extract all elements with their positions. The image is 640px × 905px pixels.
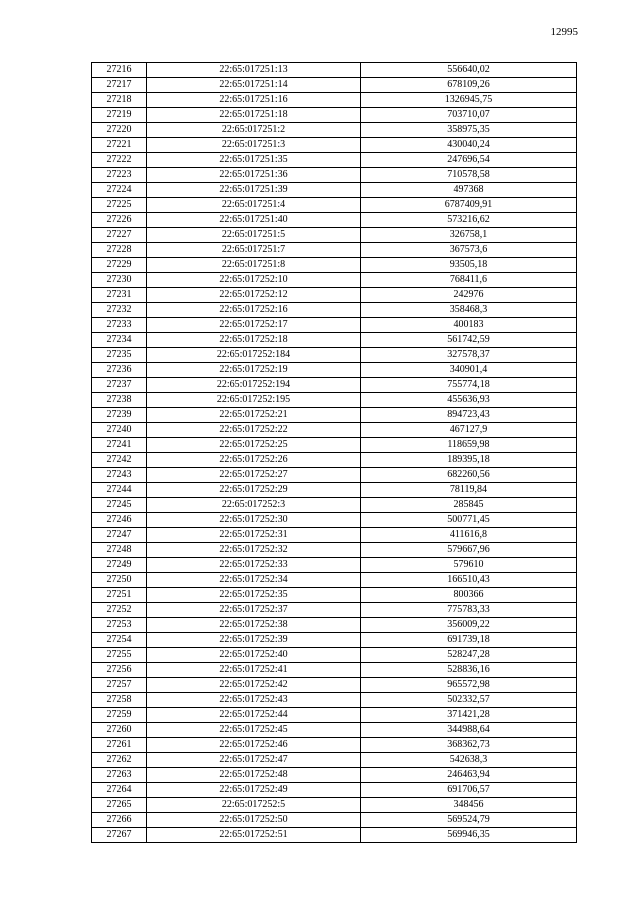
cadastral-value-cell: 579610 xyxy=(361,558,577,573)
row-number-cell: 27259 xyxy=(92,708,147,723)
row-number-cell: 27221 xyxy=(92,138,147,153)
cadastral-value-cell: 285845 xyxy=(361,498,577,513)
table-row xyxy=(92,183,577,198)
cadastral-value-cell: 573216,62 xyxy=(361,213,577,228)
row-number-cell: 27250 xyxy=(92,573,147,588)
table-row xyxy=(92,678,577,693)
row-number-cell: 27220 xyxy=(92,123,147,138)
row-number-cell: 27246 xyxy=(92,513,147,528)
table-row xyxy=(92,513,577,528)
row-number-cell: 27226 xyxy=(92,213,147,228)
cadastral-number-cell: 22:65:017251:2 xyxy=(147,123,361,138)
cadastral-value-cell: 368362,73 xyxy=(361,738,577,753)
cadastral-value-cell: 430040,24 xyxy=(361,138,577,153)
cadastral-number-cell: 22:65:017251:8 xyxy=(147,258,361,273)
cadastral-number-cell: 22:65:017252:26 xyxy=(147,453,361,468)
cadastral-number-cell: 22:65:017252:21 xyxy=(147,408,361,423)
table-row xyxy=(92,498,577,513)
table-row xyxy=(92,243,577,258)
row-number-cell: 27260 xyxy=(92,723,147,738)
cadastral-value-cell: 247696,54 xyxy=(361,153,577,168)
cadastral-number-cell: 22:65:017252:18 xyxy=(147,333,361,348)
cadastral-value-cell: 497368 xyxy=(361,183,577,198)
cadastral-value-cell: 691706,57 xyxy=(361,783,577,798)
cadastral-value-cell: 528247,28 xyxy=(361,648,577,663)
cadastral-number-cell: 22:65:017252:10 xyxy=(147,273,361,288)
row-number-cell: 27232 xyxy=(92,303,147,318)
row-number-cell: 27248 xyxy=(92,543,147,558)
cadastral-value-cell: 367573,6 xyxy=(361,243,577,258)
cadastral-number-cell: 22:65:017251:7 xyxy=(147,243,361,258)
row-number-cell: 27237 xyxy=(92,378,147,393)
row-number-cell: 27233 xyxy=(92,318,147,333)
table-row xyxy=(92,453,577,468)
row-number-cell: 27229 xyxy=(92,258,147,273)
row-number-cell: 27225 xyxy=(92,198,147,213)
cadastral-value-cell: 455636,93 xyxy=(361,393,577,408)
cadastral-number-cell: 22:65:017252:37 xyxy=(147,603,361,618)
table-row xyxy=(92,738,577,753)
table-row xyxy=(92,258,577,273)
cadastral-value-cell: 710578,58 xyxy=(361,168,577,183)
table-row xyxy=(92,753,577,768)
cadastral-number-cell: 22:65:017252:3 xyxy=(147,498,361,513)
cadastral-value-cell: 502332,57 xyxy=(361,693,577,708)
cadastral-number-cell: 22:65:017252:19 xyxy=(147,363,361,378)
row-number-cell: 27262 xyxy=(92,753,147,768)
table-row xyxy=(92,273,577,288)
cadastral-number-cell: 22:65:017252:16 xyxy=(147,303,361,318)
cadastral-number-cell: 22:65:017251:13 xyxy=(147,63,361,78)
cadastral-number-cell: 22:65:017252:29 xyxy=(147,483,361,498)
row-number-cell: 27228 xyxy=(92,243,147,258)
row-number-cell: 27224 xyxy=(92,183,147,198)
cadastral-number-cell: 22:65:017252:5 xyxy=(147,798,361,813)
cadastral-number-cell: 22:65:017252:27 xyxy=(147,468,361,483)
row-number-cell: 27244 xyxy=(92,483,147,498)
cadastral-value-cell: 894723,43 xyxy=(361,408,577,423)
cadastral-value-cell: 327578,37 xyxy=(361,348,577,363)
cadastral-value-cell: 411616,8 xyxy=(361,528,577,543)
table-row xyxy=(92,693,577,708)
table-row xyxy=(92,123,577,138)
table-row xyxy=(92,783,577,798)
table-row xyxy=(92,603,577,618)
table-row xyxy=(92,423,577,438)
row-number-cell: 27261 xyxy=(92,738,147,753)
table-row xyxy=(92,198,577,213)
cadastral-value-cell: 775783,33 xyxy=(361,603,577,618)
cadastral-number-cell: 22:65:017252:194 xyxy=(147,378,361,393)
row-number-cell: 27257 xyxy=(92,678,147,693)
row-number-cell: 27227 xyxy=(92,228,147,243)
row-number-cell: 27258 xyxy=(92,693,147,708)
cadastral-number-cell: 22:65:017251:35 xyxy=(147,153,361,168)
cadastral-value-cell: 755774,18 xyxy=(361,378,577,393)
cadastral-value-cell: 965572,98 xyxy=(361,678,577,693)
cadastral-value-cell: 556640,02 xyxy=(361,63,577,78)
row-number-cell: 27217 xyxy=(92,78,147,93)
table-row xyxy=(92,618,577,633)
row-number-cell: 27253 xyxy=(92,618,147,633)
cadastral-number-cell: 22:65:017252:48 xyxy=(147,768,361,783)
cadastral-number-cell: 22:65:017252:30 xyxy=(147,513,361,528)
table-row xyxy=(92,588,577,603)
cadastral-number-cell: 22:65:017252:49 xyxy=(147,783,361,798)
cadastral-number-cell: 22:65:017252:31 xyxy=(147,528,361,543)
cadastral-value-cell: 118659,98 xyxy=(361,438,577,453)
cadastral-number-cell: 22:65:017252:35 xyxy=(147,588,361,603)
row-number-cell: 27245 xyxy=(92,498,147,513)
cadastral-value-cell: 242976 xyxy=(361,288,577,303)
row-number-cell: 27242 xyxy=(92,453,147,468)
table-row xyxy=(92,768,577,783)
cadastral-number-cell: 22:65:017252:45 xyxy=(147,723,361,738)
cadastral-number-cell: 22:65:017252:32 xyxy=(147,543,361,558)
row-number-cell: 27236 xyxy=(92,363,147,378)
table-row xyxy=(92,558,577,573)
cadastral-number-cell: 22:65:017252:38 xyxy=(147,618,361,633)
row-number-cell: 27234 xyxy=(92,333,147,348)
table-row xyxy=(92,663,577,678)
cadastral-number-cell: 22:65:017252:42 xyxy=(147,678,361,693)
table-row xyxy=(92,723,577,738)
cadastral-value-table xyxy=(91,62,577,843)
row-number-cell: 27249 xyxy=(92,558,147,573)
cadastral-number-cell: 22:65:017251:3 xyxy=(147,138,361,153)
row-number-cell: 27240 xyxy=(92,423,147,438)
table-row xyxy=(92,648,577,663)
cadastral-value-cell: 542638,3 xyxy=(361,753,577,768)
cadastral-value-cell: 166510,43 xyxy=(361,573,577,588)
row-number-cell: 27241 xyxy=(92,438,147,453)
row-number-cell: 27265 xyxy=(92,798,147,813)
cadastral-value-cell: 400183 xyxy=(361,318,577,333)
table-row xyxy=(92,573,577,588)
cadastral-value-cell: 371421,28 xyxy=(361,708,577,723)
table-row xyxy=(92,378,577,393)
cadastral-number-cell: 22:65:017251:36 xyxy=(147,168,361,183)
table-row xyxy=(92,468,577,483)
table-row xyxy=(92,78,577,93)
row-number-cell: 27235 xyxy=(92,348,147,363)
cadastral-value-cell: 246463,94 xyxy=(361,768,577,783)
cadastral-value-cell: 467127,9 xyxy=(361,423,577,438)
row-number-cell: 27266 xyxy=(92,813,147,828)
table-row xyxy=(92,108,577,123)
cadastral-value-cell: 326758,1 xyxy=(361,228,577,243)
cadastral-value-cell: 78119,84 xyxy=(361,483,577,498)
table-body xyxy=(92,63,577,843)
table-row xyxy=(92,438,577,453)
table-row xyxy=(92,708,577,723)
table-row xyxy=(92,333,577,348)
cadastral-number-cell: 22:65:017252:33 xyxy=(147,558,361,573)
table-row xyxy=(92,828,577,843)
table-row xyxy=(92,348,577,363)
cadastral-number-cell: 22:65:017252:40 xyxy=(147,648,361,663)
cadastral-number-cell: 22:65:017252:41 xyxy=(147,663,361,678)
row-number-cell: 27223 xyxy=(92,168,147,183)
cadastral-number-cell: 22:65:017252:25 xyxy=(147,438,361,453)
cadastral-number-cell: 22:65:017252:12 xyxy=(147,288,361,303)
row-number-cell: 27231 xyxy=(92,288,147,303)
cadastral-value-cell: 579667,96 xyxy=(361,543,577,558)
table-row xyxy=(92,63,577,78)
cadastral-number-cell: 22:65:017252:34 xyxy=(147,573,361,588)
cadastral-number-cell: 22:65:017252:50 xyxy=(147,813,361,828)
cadastral-value-cell: 569524,79 xyxy=(361,813,577,828)
table-row xyxy=(92,153,577,168)
cadastral-value-cell: 500771,45 xyxy=(361,513,577,528)
table-row xyxy=(92,633,577,648)
cadastral-value-cell: 358975,35 xyxy=(361,123,577,138)
row-number-cell: 27230 xyxy=(92,273,147,288)
cadastral-number-cell: 22:65:017252:46 xyxy=(147,738,361,753)
cadastral-value-cell: 358468,3 xyxy=(361,303,577,318)
table-row xyxy=(92,288,577,303)
cadastral-number-cell: 22:65:017251:39 xyxy=(147,183,361,198)
cadastral-value-cell: 678109,26 xyxy=(361,78,577,93)
row-number-cell: 27254 xyxy=(92,633,147,648)
cadastral-value-cell: 569946,35 xyxy=(361,828,577,843)
table-row xyxy=(92,813,577,828)
table-row xyxy=(92,318,577,333)
cadastral-number-cell: 22:65:017252:44 xyxy=(147,708,361,723)
row-number-cell: 27256 xyxy=(92,663,147,678)
cadastral-number-cell: 22:65:017252:184 xyxy=(147,348,361,363)
cadastral-value-cell: 682260,56 xyxy=(361,468,577,483)
cadastral-value-cell: 561742,59 xyxy=(361,333,577,348)
cadastral-number-cell: 22:65:017252:17 xyxy=(147,318,361,333)
cadastral-number-cell: 22:65:017251:16 xyxy=(147,93,361,108)
table-row xyxy=(92,483,577,498)
cadastral-number-cell: 22:65:017251:40 xyxy=(147,213,361,228)
cadastral-value-cell: 356009,22 xyxy=(361,618,577,633)
table-row xyxy=(92,213,577,228)
row-number-cell: 27264 xyxy=(92,783,147,798)
row-number-cell: 27243 xyxy=(92,468,147,483)
row-number-cell: 27267 xyxy=(92,828,147,843)
row-number-cell: 27263 xyxy=(92,768,147,783)
cadastral-number-cell: 22:65:017252:195 xyxy=(147,393,361,408)
cadastral-value-cell: 6787409,91 xyxy=(361,198,577,213)
row-number-cell: 27218 xyxy=(92,93,147,108)
row-number-cell: 27251 xyxy=(92,588,147,603)
cadastral-number-cell: 22:65:017251:5 xyxy=(147,228,361,243)
cadastral-number-cell: 22:65:017251:4 xyxy=(147,198,361,213)
cadastral-value-cell: 189395,18 xyxy=(361,453,577,468)
cadastral-number-cell: 22:65:017252:39 xyxy=(147,633,361,648)
row-number-cell: 27255 xyxy=(92,648,147,663)
row-number-cell: 27252 xyxy=(92,603,147,618)
table-row xyxy=(92,528,577,543)
table-row xyxy=(92,168,577,183)
table-row xyxy=(92,93,577,108)
table-row xyxy=(92,363,577,378)
cadastral-number-cell: 22:65:017251:18 xyxy=(147,108,361,123)
cadastral-number-cell: 22:65:017252:43 xyxy=(147,693,361,708)
row-number-cell: 27219 xyxy=(92,108,147,123)
cadastral-value-cell: 93505,18 xyxy=(361,258,577,273)
row-number-cell: 27238 xyxy=(92,393,147,408)
table-row xyxy=(92,138,577,153)
table-row xyxy=(92,543,577,558)
cadastral-value-cell: 340901,4 xyxy=(361,363,577,378)
cadastral-value-cell: 800366 xyxy=(361,588,577,603)
table-row xyxy=(92,408,577,423)
cadastral-value-cell: 1326945,75 xyxy=(361,93,577,108)
cadastral-value-cell: 703710,07 xyxy=(361,108,577,123)
cadastral-value-cell: 691739,18 xyxy=(361,633,577,648)
table-row xyxy=(92,303,577,318)
row-number-cell: 27239 xyxy=(92,408,147,423)
row-number-cell: 27247 xyxy=(92,528,147,543)
cadastral-value-cell: 348456 xyxy=(361,798,577,813)
cadastral-number-cell: 22:65:017251:14 xyxy=(147,78,361,93)
cadastral-value-cell: 768411,6 xyxy=(361,273,577,288)
row-number-cell: 27222 xyxy=(92,153,147,168)
cadastral-number-cell: 22:65:017252:51 xyxy=(147,828,361,843)
cadastral-number-cell: 22:65:017252:22 xyxy=(147,423,361,438)
cadastral-number-cell: 22:65:017252:47 xyxy=(147,753,361,768)
table-row xyxy=(92,798,577,813)
page-number: 12995 xyxy=(550,26,578,38)
table-row xyxy=(92,228,577,243)
row-number-cell: 27216 xyxy=(92,63,147,78)
cadastral-value-cell: 528836,16 xyxy=(361,663,577,678)
table-row xyxy=(92,393,577,408)
cadastral-value-cell: 344988,64 xyxy=(361,723,577,738)
